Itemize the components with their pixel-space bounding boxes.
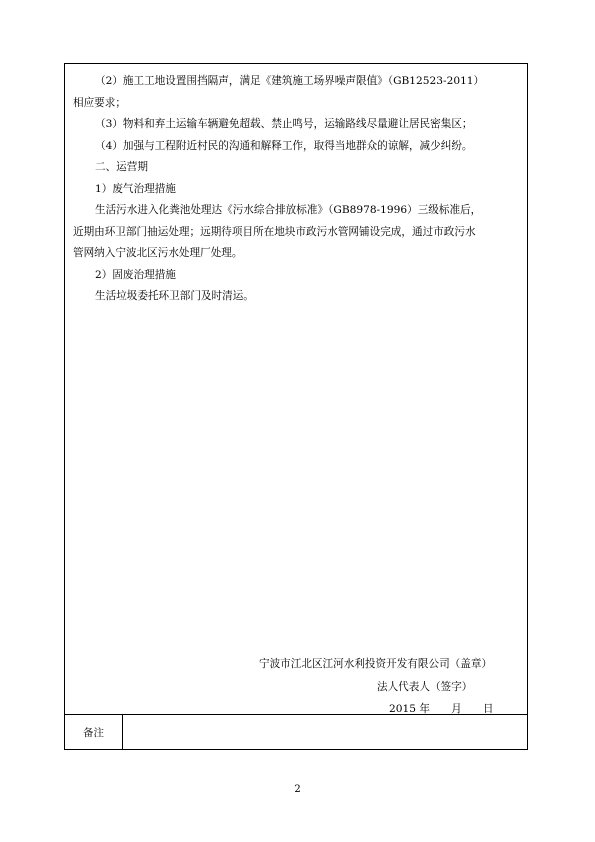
paragraph: 相应要求； [73,96,126,109]
page-number: 2 [294,784,301,795]
paragraph: （4）加强与工程附近村民的沟通和解释工作，取得当地群众的谅解，减少纠纷。 [95,139,473,152]
paragraph: 管网纳入宁波北区污水处理厂处理。 [73,247,243,259]
paragraph: 近期由环卫部门抽运处理；远期待项目所在地块市政污水管网铺设完成，通过市政污水 [73,225,476,238]
measures-text [73,71,519,308]
date-line: 2015 年 月 日 [389,703,494,715]
paragraph: （3）物料和弃土运输车辆避免超载、禁止鸣号，运输路线尽量避让居民密集区； [95,118,473,130]
section-heading: 二、运营期 [95,161,148,173]
form-frame [64,63,528,750]
remarks-row [65,714,527,749]
paragraph: （2）施工工地设置围挡隔声，满足《建筑施工场界噪声限值》（GB12523-2011） [95,75,485,87]
subsection-heading: 1）废气治理措施 [95,182,176,195]
legal-rep-signature-line: 法人代表人（签字） [377,681,473,693]
subsection-heading: 2）固废治理措施 [95,268,176,281]
company-seal-line: 宁波市江北区江河水利投资开发有限公司（盖章） [259,658,493,670]
paragraph: 生活污水进入化粪池处理达《污水综合排放标准》（GB8978-1996）三级标准后， [95,204,482,216]
remarks-label: 备注 [65,715,123,749]
paragraph: 生活垃圾委托环卫部门及时清运。 [95,290,254,302]
